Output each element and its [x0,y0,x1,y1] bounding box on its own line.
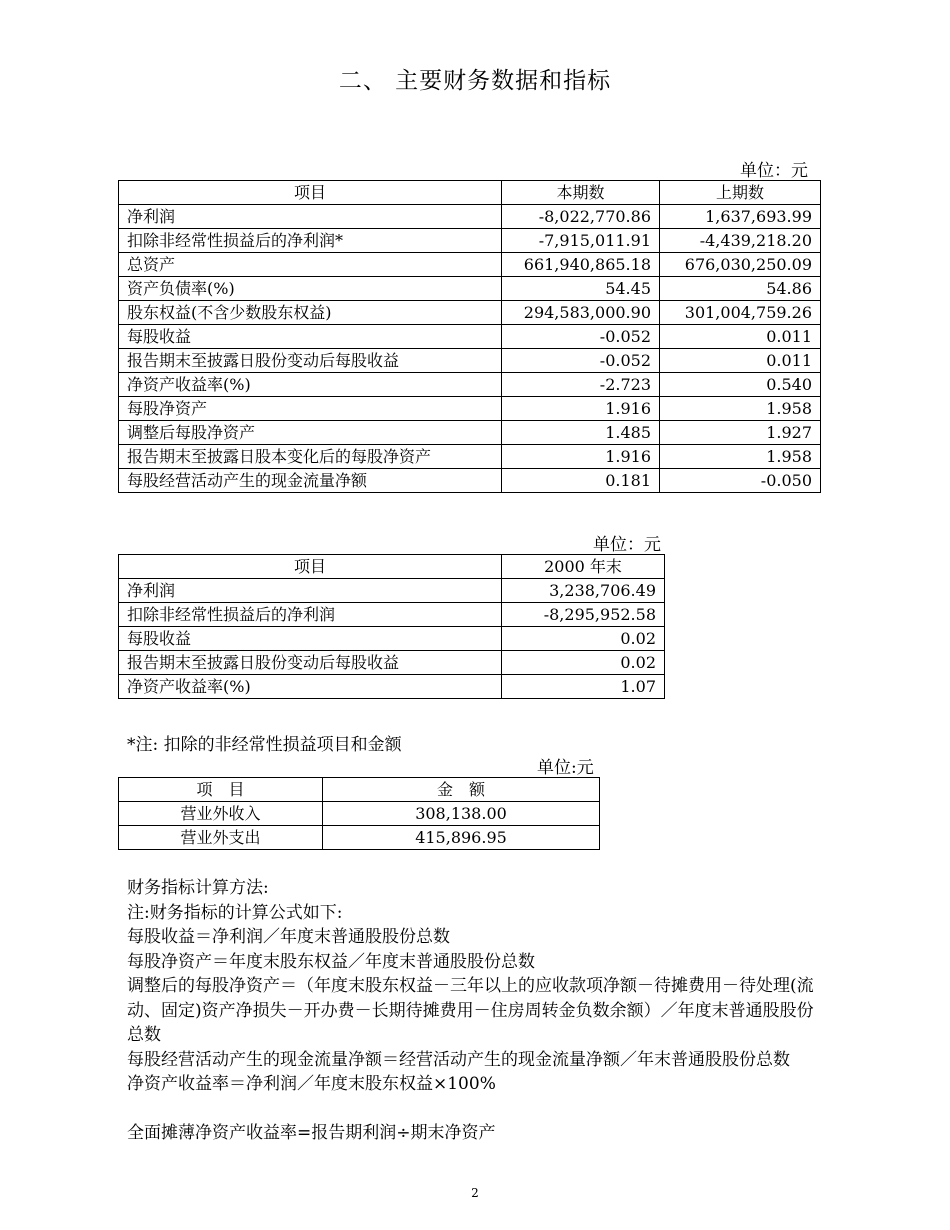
column-header: 上期数 [660,181,821,205]
row-label: 资产负债率(%) [119,277,502,301]
formula-adjusted-nav: 调整后的每股净资产＝（年度末股东权益－三年以上的应收款项净额－待摊费用－待处理(流动、固定)资产净损失－开办费－长期待摊费用－住房周转金负数余额）／年度末普通股股份总数 [127,976,814,1045]
item-amount: 308,138.00 [323,802,600,826]
table-row [119,229,821,253]
calculation-methods [127,876,827,1145]
current-value: -7,915,011.91 [502,229,660,253]
row-label: 总资产 [119,253,502,277]
formula-nav-per-share: 每股净资产＝年度末股东权益／年度末普通股股份总数 [127,951,535,972]
non-recurring-items-table [118,777,600,850]
row-label: 净资产收益率(%) [119,675,502,699]
table-row [119,445,821,469]
table-header-row [119,778,600,802]
current-value: -0.052 [502,349,660,373]
main-financial-table [118,180,821,493]
table-row [119,325,821,349]
row-label: 净利润 [119,205,502,229]
row-label: 每股净资产 [119,397,502,421]
year-end-table [118,554,665,699]
methods-intro: 注:财务指标的计算公式如下: [127,902,343,923]
previous-value: 1.958 [660,397,821,421]
table2-unit: 单位：元 [593,535,661,555]
table-row [119,802,600,826]
table-row [119,627,665,651]
column-header: 本期数 [502,181,660,205]
row-label: 扣除非经常性损益后的净利润 [119,603,502,627]
table-row [119,349,821,373]
current-value: 1.916 [502,397,660,421]
current-value: 0.181 [502,469,660,493]
formula-diluted-roe: 全面摊薄净资产收益率=报告期利润÷期末净资产 [127,1122,496,1143]
year-end-value: 1.07 [502,675,665,699]
table-header-row [119,181,821,205]
table-row [119,675,665,699]
row-label: 报告期末至披露日股份变动后每股收益 [119,651,502,675]
table-row [119,205,821,229]
column-header: 项 目 [119,778,323,802]
current-value: 1.916 [502,445,660,469]
table-row [119,301,821,325]
previous-value: 1.958 [660,445,821,469]
previous-value: 54.86 [660,277,821,301]
row-label: 报告期末至披露日股本变化后的每股净资产 [119,445,502,469]
methods-heading: 财务指标计算方法: [127,878,269,898]
table-row [119,579,665,603]
page-title: 二、 主要财务数据和指标 [338,68,612,94]
table-row [119,397,821,421]
previous-value: -4,439,218.20 [660,229,821,253]
row-label: 每股收益 [119,325,502,349]
current-value: 54.45 [502,277,660,301]
previous-value: 0.540 [660,373,821,397]
previous-value: 676,030,250.09 [660,253,821,277]
row-label: 每股收益 [119,627,502,651]
table-row [119,277,821,301]
note-unit: 单位:元 [537,758,594,778]
year-end-value: 0.02 [502,651,665,675]
table-row [119,603,665,627]
table1-unit: 单位：元 [740,161,808,181]
current-value: -2.723 [502,373,660,397]
current-value: 661,940,865.18 [502,253,660,277]
table-row [119,373,821,397]
item-label: 营业外收入 [119,802,323,826]
formula-roe: 净资产收益率＝净利润／年度末股东权益×100% [127,1074,496,1094]
row-label: 每股经营活动产生的现金流量净额 [119,469,502,493]
table-row [119,826,600,850]
column-header: 项目 [119,555,502,579]
current-value: -8,022,770.86 [502,205,660,229]
row-label: 股东权益(不含少数股东权益) [119,301,502,325]
current-value: 1.485 [502,421,660,445]
item-label: 营业外支出 [119,826,323,850]
previous-value: 301,004,759.26 [660,301,821,325]
column-header: 项目 [119,181,502,205]
row-label: 扣除非经常性损益后的净利润* [119,229,502,253]
formula-eps: 每股收益＝净利润／年度末普通股股份总数 [127,927,450,947]
table-header-row [119,555,665,579]
year-end-value: 0.02 [502,627,665,651]
table-row [119,651,665,675]
row-label: 报告期末至披露日股份变动后每股收益 [119,349,502,373]
previous-value: -0.050 [660,469,821,493]
row-label: 调整后每股净资产 [119,421,502,445]
formula-operating-cash-flow: 每股经营活动产生的现金流量净额＝经营活动产生的现金流量净额／年末普通股股份总数 [127,1049,790,1070]
column-header: 金 额 [323,778,600,802]
previous-value: 0.011 [660,325,821,349]
year-end-value: -8,295,952.58 [502,603,665,627]
row-label: 净资产收益率(%) [119,373,502,397]
table-row [119,421,821,445]
page-number: 2 [471,1186,479,1200]
row-label: 净利润 [119,579,502,603]
current-value: -0.052 [502,325,660,349]
year-end-value: 3,238,706.49 [502,579,665,603]
table-row [119,253,821,277]
current-value: 294,583,000.90 [502,301,660,325]
note-title: *注: 扣除的非经常性损益项目和金额 [127,735,402,755]
table-row [119,469,821,493]
item-amount: 415,896.95 [323,826,600,850]
column-header: 2000 年末 [502,555,665,579]
previous-value: 1,637,693.99 [660,205,821,229]
previous-value: 0.011 [660,349,821,373]
previous-value: 1.927 [660,421,821,445]
